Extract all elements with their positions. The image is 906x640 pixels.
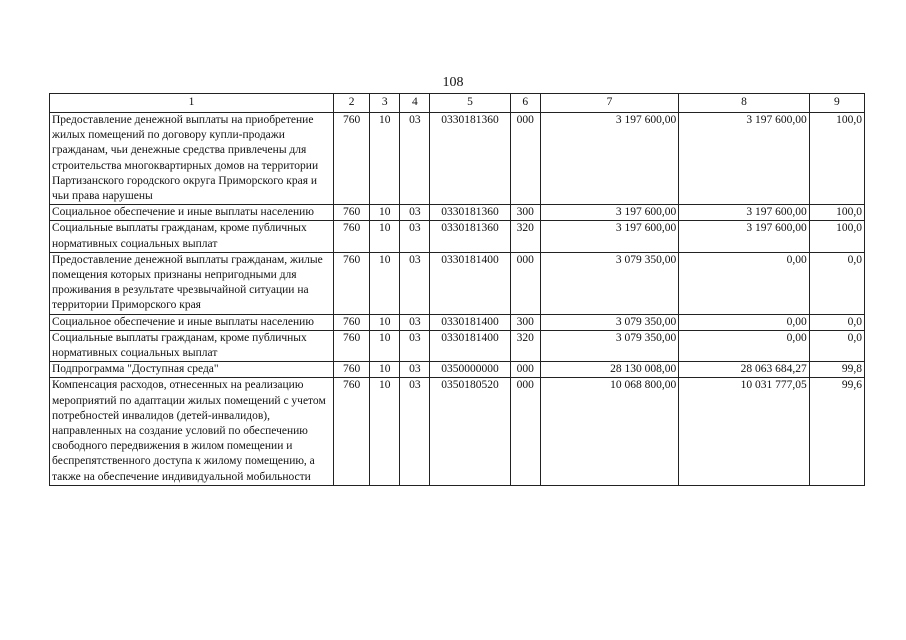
table-row bbox=[50, 378, 865, 485]
cell-code-2: 760 bbox=[334, 362, 370, 378]
cell-code-2: 760 bbox=[334, 314, 370, 330]
cell-code-5: 0330181400 bbox=[430, 314, 510, 330]
cell-amount-executed: 0,00 bbox=[679, 252, 809, 314]
cell-amount-planned: 3 079 350,00 bbox=[540, 330, 679, 361]
cell-code-4: 03 bbox=[400, 113, 430, 205]
cell-code-6: 320 bbox=[510, 330, 540, 361]
table-row bbox=[50, 113, 865, 205]
cell-code-5: 0330181360 bbox=[430, 221, 510, 252]
cell-code-3: 10 bbox=[370, 362, 400, 378]
table-row bbox=[50, 252, 865, 314]
cell-code-6: 000 bbox=[510, 378, 540, 485]
cell-amount-planned: 10 068 800,00 bbox=[540, 378, 679, 485]
cell-percent: 99,6 bbox=[809, 378, 864, 485]
column-header: 9 bbox=[809, 94, 864, 113]
cell-code-6: 000 bbox=[510, 252, 540, 314]
table-row bbox=[50, 314, 865, 330]
cell-percent: 100,0 bbox=[809, 205, 864, 221]
cell-code-3: 10 bbox=[370, 221, 400, 252]
page-number: 108 bbox=[442, 75, 464, 90]
row-name: Компенсация расходов, отнесенных на реализацию мероприятий по адаптации жилых помещений с учетом потребностей инвалидов (детей-инвалидов), направленных на создание условий по обеспечению свободного передвижения в жилом помещении и беспрепятственного доступа к жилому помещению, а также на обеспечение индивидуальной мобильности bbox=[50, 378, 334, 485]
cell-code-5: 0330181360 bbox=[430, 205, 510, 221]
row-name: Социальные выплаты гражданам, кроме публичных нормативных социальных выплат bbox=[50, 221, 334, 252]
cell-amount-planned: 3 197 600,00 bbox=[540, 205, 679, 221]
cell-amount-planned: 3 079 350,00 bbox=[540, 252, 679, 314]
cell-code-6: 320 bbox=[510, 221, 540, 252]
cell-code-2: 760 bbox=[334, 252, 370, 314]
cell-percent: 0,0 bbox=[809, 330, 864, 361]
cell-percent: 100,0 bbox=[809, 113, 864, 205]
cell-amount-executed: 3 197 600,00 bbox=[679, 205, 809, 221]
row-name: Предоставление денежной выплаты гражданам, жилые помещения которых признаны непригодными для проживания в результате чрезвычайной ситуации на территории Приморского края bbox=[50, 252, 334, 314]
column-header: 1 bbox=[50, 94, 334, 113]
column-header: 4 bbox=[400, 94, 430, 113]
cell-amount-planned: 3 079 350,00 bbox=[540, 314, 679, 330]
column-header: 3 bbox=[370, 94, 400, 113]
cell-code-5: 0350180520 bbox=[430, 378, 510, 485]
cell-code-6: 300 bbox=[510, 205, 540, 221]
cell-code-3: 10 bbox=[370, 378, 400, 485]
cell-code-2: 760 bbox=[334, 330, 370, 361]
cell-code-2: 760 bbox=[334, 378, 370, 485]
cell-code-5: 0350000000 bbox=[430, 362, 510, 378]
cell-code-5: 0330181360 bbox=[430, 113, 510, 205]
cell-code-3: 10 bbox=[370, 314, 400, 330]
cell-percent: 0,0 bbox=[809, 314, 864, 330]
cell-percent: 0,0 bbox=[809, 252, 864, 314]
table-row bbox=[50, 221, 865, 252]
cell-amount-executed: 3 197 600,00 bbox=[679, 221, 809, 252]
cell-code-6: 300 bbox=[510, 314, 540, 330]
cell-code-5: 0330181400 bbox=[430, 330, 510, 361]
table-row bbox=[50, 205, 865, 221]
cell-code-4: 03 bbox=[400, 252, 430, 314]
cell-percent: 100,0 bbox=[809, 221, 864, 252]
column-header: 5 bbox=[430, 94, 510, 113]
cell-code-4: 03 bbox=[400, 205, 430, 221]
cell-code-6: 000 bbox=[510, 113, 540, 205]
header-row bbox=[50, 94, 865, 113]
table-row bbox=[50, 362, 865, 378]
cell-amount-planned: 28 130 008,00 bbox=[540, 362, 679, 378]
cell-code-4: 03 bbox=[400, 362, 430, 378]
cell-amount-planned: 3 197 600,00 bbox=[540, 113, 679, 205]
column-header: 8 bbox=[679, 94, 809, 113]
cell-code-3: 10 bbox=[370, 205, 400, 221]
cell-amount-executed: 10 031 777,05 bbox=[679, 378, 809, 485]
cell-code-3: 10 bbox=[370, 330, 400, 361]
row-name: Социальное обеспечение и иные выплаты населению bbox=[50, 205, 334, 221]
cell-code-2: 760 bbox=[334, 205, 370, 221]
column-header: 6 bbox=[510, 94, 540, 113]
cell-code-2: 760 bbox=[334, 113, 370, 205]
table-row bbox=[50, 330, 865, 361]
row-name: Социальное обеспечение и иные выплаты населению bbox=[50, 314, 334, 330]
row-name: Социальные выплаты гражданам, кроме публичных нормативных социальных выплат bbox=[50, 330, 334, 361]
cell-amount-planned: 3 197 600,00 bbox=[540, 221, 679, 252]
cell-amount-executed: 3 197 600,00 bbox=[679, 113, 809, 205]
cell-percent: 99,8 bbox=[809, 362, 864, 378]
cell-code-3: 10 bbox=[370, 252, 400, 314]
cell-amount-executed: 0,00 bbox=[679, 314, 809, 330]
row-name: Подпрограмма "Доступная среда" bbox=[50, 362, 334, 378]
cell-code-4: 03 bbox=[400, 330, 430, 361]
cell-code-3: 10 bbox=[370, 113, 400, 205]
cell-code-6: 000 bbox=[510, 362, 540, 378]
cell-code-4: 03 bbox=[400, 221, 430, 252]
cell-amount-executed: 0,00 bbox=[679, 330, 809, 361]
cell-code-4: 03 bbox=[400, 314, 430, 330]
cell-amount-executed: 28 063 684,27 bbox=[679, 362, 809, 378]
row-name: Предоставление денежной выплаты на приобретение жилых помещений по договору купли-продажи гражданам, чьи денежные средства привлечены для строительства многоквартирных домов на территории Партизанского городского округа Приморского края и чьи права нарушены bbox=[50, 113, 334, 205]
cell-code-2: 760 bbox=[334, 221, 370, 252]
budget-table bbox=[49, 93, 865, 486]
column-header: 2 bbox=[334, 94, 370, 113]
cell-code-5: 0330181400 bbox=[430, 252, 510, 314]
cell-code-4: 03 bbox=[400, 378, 430, 485]
column-header: 7 bbox=[540, 94, 679, 113]
